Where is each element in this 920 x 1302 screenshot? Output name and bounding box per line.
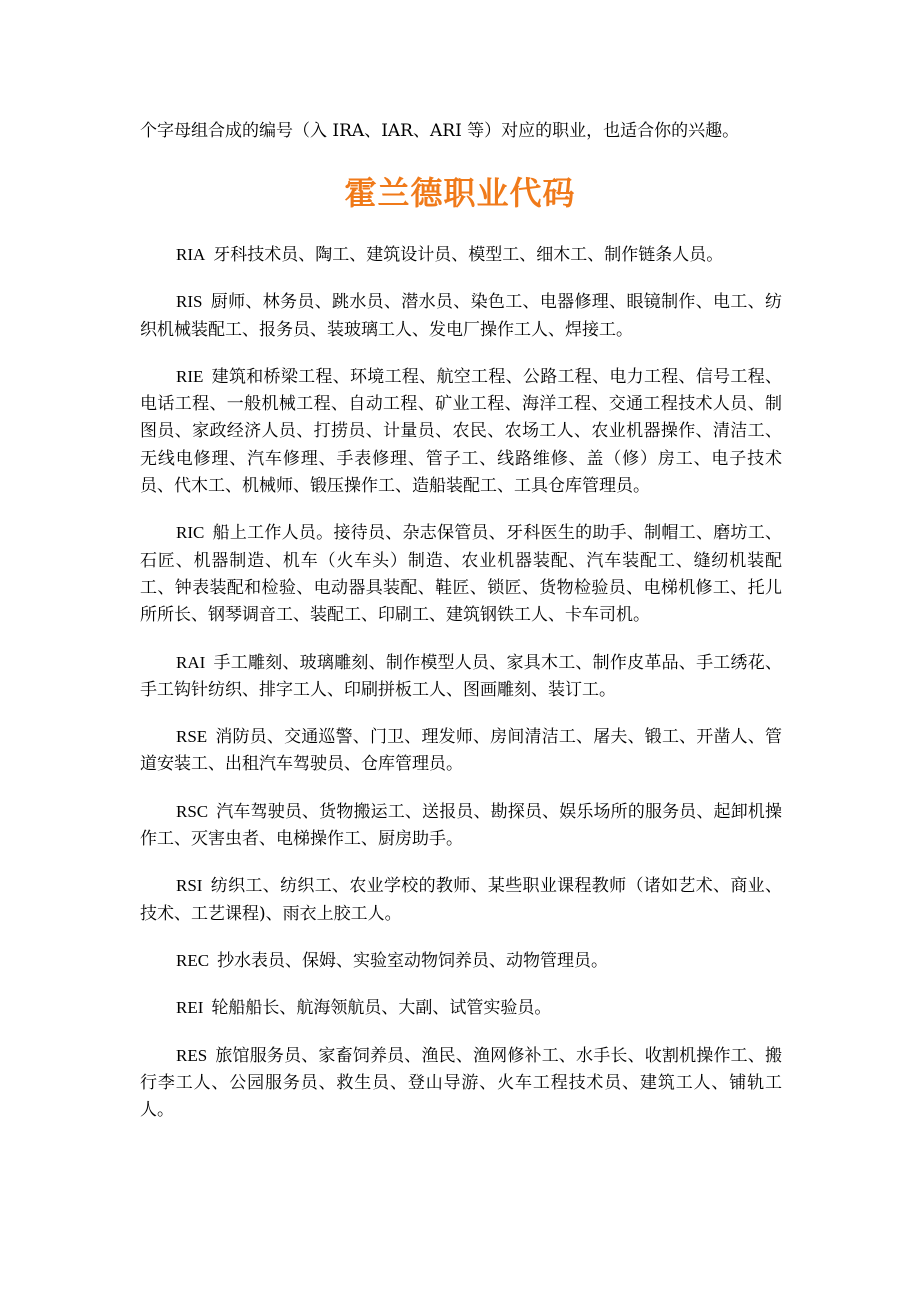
occupation-list: 厨师、林务员、跳水员、潜水员、染色工、电器修理、眼镜制作、电工、纺织机械装配工、报务员、装玻璃工人、发电厂操作工人、焊接工。 bbox=[140, 292, 782, 340]
holland-code: RIE bbox=[176, 366, 204, 386]
occupation-entry bbox=[140, 1042, 782, 1125]
occupation-entry bbox=[140, 872, 782, 928]
holland-code: RES bbox=[176, 1045, 208, 1065]
occupation-list: 旅馆服务员、家畜饲养员、渔民、渔网修补工、水手长、收割机操作工、搬行李工人、公园服务员、救生员、登山导游、火车工程技术员、建筑工人、铺轨工人。 bbox=[140, 1045, 782, 1121]
occupation-list: 建筑和桥梁工程、环境工程、航空工程、公路工程、电力工程、信号工程、电话工程、一般机械工程、自动工程、矿业工程、海洋工程、交通工程技术人员、制图员、家政经济人员、打捞员、计量员、农民、农场工人、农业机器操作、清洁工、无线电修理、汽车修理、手表修理、管子工、线路维修、盖（修）房工、电子技术员、代木工、机械师、锻压操作工、造船装配工、工具仓库管理员。 bbox=[140, 366, 782, 497]
holland-code: REI bbox=[176, 998, 204, 1018]
holland-code: RIC bbox=[176, 523, 205, 543]
occupation-list: 汽车驾驶员、货物搬运工、送报员、勘探员、娱乐场所的服务员、起卸机操作工、灭害虫者、电梯操作工、厨房助手。 bbox=[140, 801, 782, 850]
occupation-entry bbox=[140, 947, 782, 975]
occupation-entry bbox=[140, 798, 782, 854]
occupation-entry bbox=[140, 994, 782, 1022]
occupation-entry bbox=[140, 241, 782, 269]
holland-code: RAI bbox=[176, 652, 206, 672]
occupation-entry bbox=[140, 519, 782, 629]
occupation-list: 手工雕刻、玻璃雕刻、制作模型人员、家具木工、制作皮革品、手工绣花、手工钩针纺织、排字工人、印刷拼板工人、图画雕刻、装订工。 bbox=[140, 652, 782, 700]
holland-code: RIS bbox=[176, 292, 203, 312]
occupation-entry bbox=[140, 723, 782, 779]
occupation-list: 牙科技术员、陶工、建筑设计员、模型工、细木工、制作链条人员。 bbox=[213, 245, 724, 265]
holland-code: RSE bbox=[176, 727, 208, 747]
occupation-entry bbox=[140, 363, 782, 500]
holland-code: RSC bbox=[176, 801, 209, 821]
occupation-entry bbox=[140, 288, 782, 344]
holland-code: RSI bbox=[176, 876, 203, 896]
occupation-entry bbox=[140, 649, 782, 705]
occupation-code-list bbox=[140, 241, 782, 1143]
holland-code: REC bbox=[176, 950, 210, 970]
occupation-list: 消防员、交通巡警、门卫、理发师、房间清洁工、屠夫、锻工、开凿人、管道安装工、出租汽车驾驶员、仓库管理员。 bbox=[140, 727, 782, 775]
occupation-list: 纺织工、纺织工、农业学校的教师、某些职业课程教师（诸如艺术、商业、技术、工艺课程)、雨衣上胶工人。 bbox=[140, 876, 782, 924]
page-title: 霍兰德职业代码 bbox=[344, 174, 576, 212]
intro-line: 个字母组合成的编号（入 IRA、IAR、ARI 等）对应的职业，也适合你的兴趣。 bbox=[140, 121, 740, 141]
holland-code: RIA bbox=[176, 245, 206, 264]
occupation-list: 抄水表员、保姆、实验室动物饲养员、动物管理员。 bbox=[217, 950, 609, 971]
occupation-list: 轮船船长、航海领航员、大副、试管实验员。 bbox=[211, 998, 552, 1019]
occupation-list: 船上工作人员。接待员、杂志保管员、牙科医生的助手、制帽工、磨坊工、石匠、机器制造、机车（火车头）制造、农业机器装配、汽车装配工、缝纫机装配工、钟表装配和检验、电动器具装配、鞋匠、锁匠、货物检验员、电梯机修工、托儿所所长、钢琴调音工、装配工、印刷工、建筑钢铁工人、卡车司机。 bbox=[140, 523, 782, 626]
